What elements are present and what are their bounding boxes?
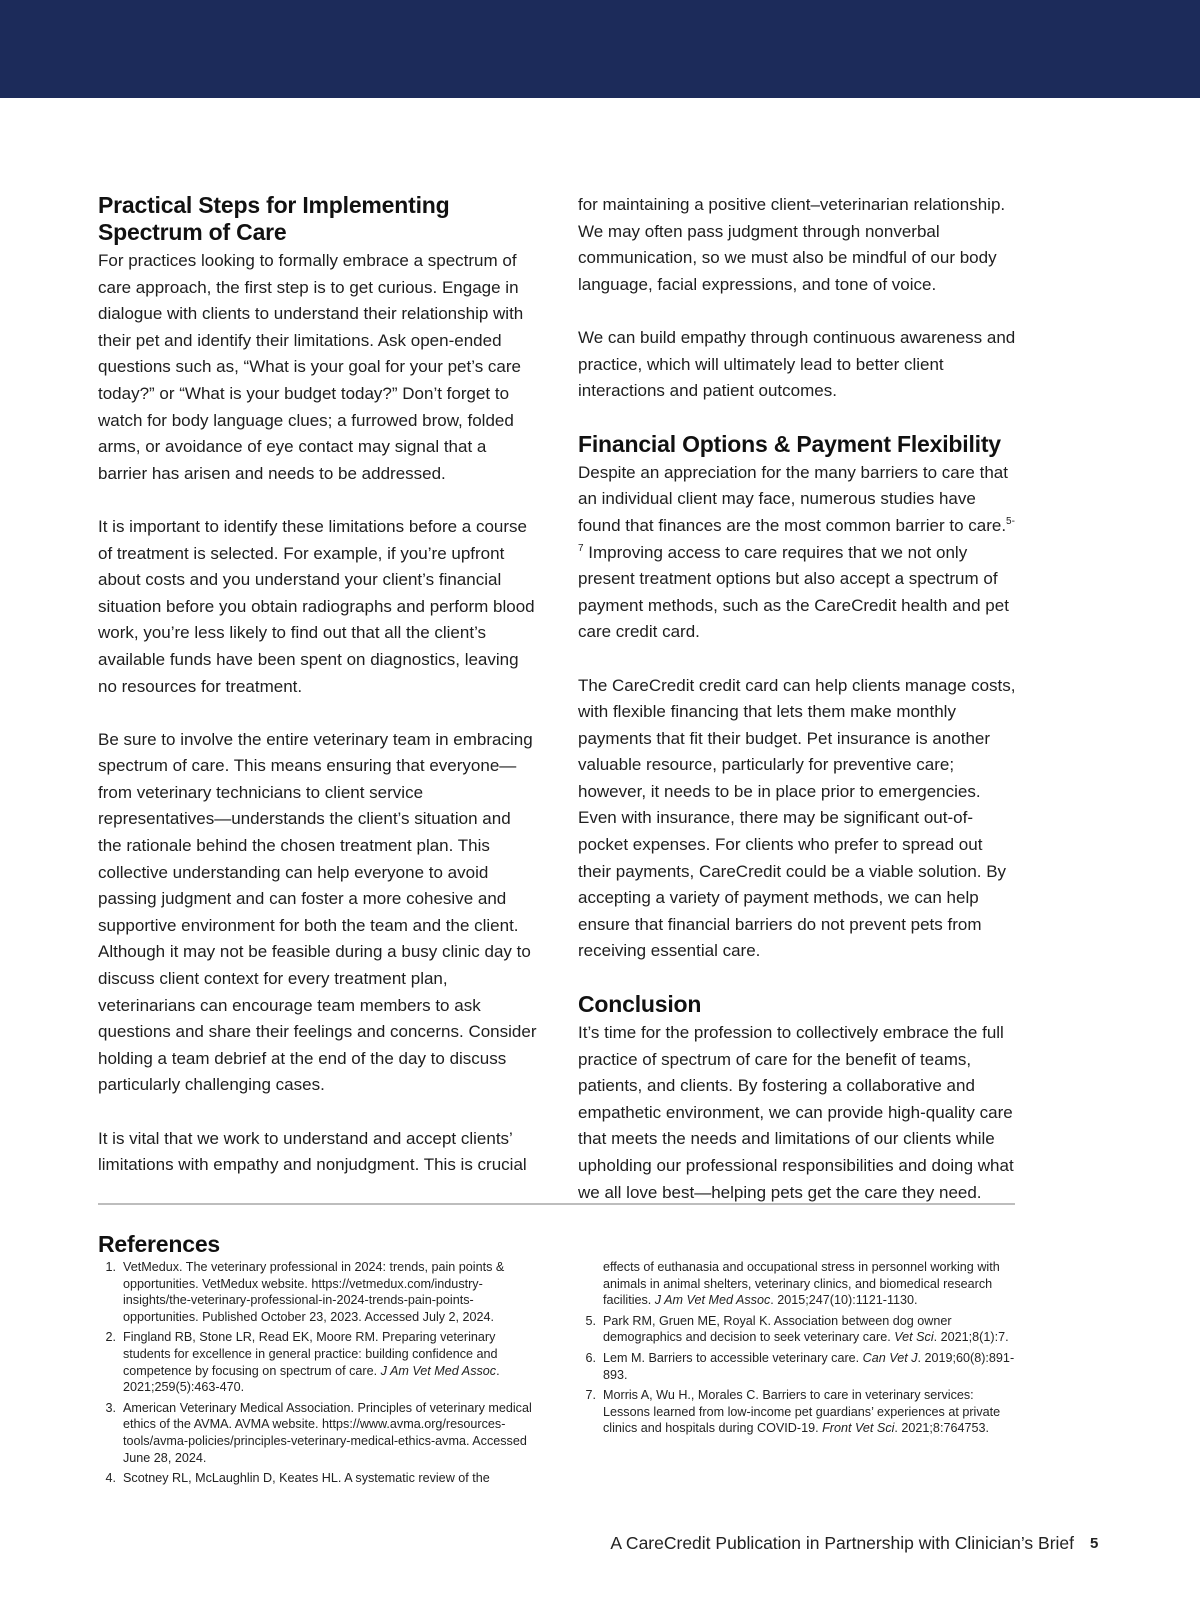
references-heading: References bbox=[98, 1231, 221, 1257]
paragraph: For practices looking to formally embrace a spectrum of care approach, the first step is to get curious. Engage in dialogue with clients to understand their relationship with their pet and identify their limitations. Ask open-ended questions such as, “What is your goal for your pet’s care today?” or “What is your budget today?” Don’t forget to watch for body language clues; a furrowed brow, folded arms, or avoidance of eye contact may signal that a barrier has arisen and needs to be addressed. bbox=[98, 251, 524, 483]
reference-item: 5. Park RM, Gruen ME, Royal K. Association between dog owner demographics and decision to seek veterinary care. Vet Sci. 2021;8(1):7. bbox=[585, 1313, 1009, 1345]
reference-item: 7. Morris A, Wu H., Morales C. Barriers to care in veterinary services: Lessons learned from low-income pet guardians’ experiences at private clinics and hospitals during COVID-19. Front Vet Sci. 2021;8:764753. bbox=[585, 1388, 1001, 1436]
references-list-left bbox=[98, 1259, 538, 1491]
references-list-right bbox=[578, 1259, 1018, 1441]
divider bbox=[98, 1203, 1015, 1205]
reference-item: 6. Lem M. Barriers to accessible veterinary care. Can Vet J. 2019;60(8):891-893. bbox=[585, 1350, 1015, 1382]
paragraph: Be sure to involve the entire veterinary team in embracing spectrum of care. This means ensuring that everyone—from veterinary technicians to client service representatives—understands the client’s situation and the rationale behind the chosen treatment plan. This collective understanding can help everyone to avoid passing judgment and can foster a more cohesive and supportive environment for both the team and the client. Although it may not be feasible during a busy clinic day to discuss client context for every treatment plan, veterinarians can encourage team members to ask questions and share their feelings and concerns. Consider holding a team debrief at the end of the day to discuss particularly challenging cases. bbox=[98, 729, 537, 1095]
section-heading-conclusion: Conclusion bbox=[578, 991, 702, 1018]
reference-item: 3. American Veterinary Medical Association. Principles of veterinary medical ethics of the AVMA. AVMA website. https://www.avma.org/resources-tools/avma-policies/principles-veterinary-medical-ethics-avma. Accessed June 28, 2024. bbox=[105, 1400, 532, 1465]
reference-item-continued: effects of euthanasia and occupational stress in personnel working with animals in animal shelters, veterinary clinics, and biomedical research facilities. J Am Vet Med Assoc. 2015;247(10):1121-1130. bbox=[603, 1260, 1000, 1308]
paragraph: It is important to identify these limitations before a course of treatment is selected. For example, if you’re upfront about costs and you understand your client’s financial situation before you obtain radiographs and perform blood work, you’re less likely to find out that all the client’s available funds have been spent on diagnostics, leaving no resources for treatment. bbox=[98, 516, 535, 696]
paragraph: Despite an appreciation for the many barriers to care that an individual client may face, numerous studies have found that finances are the most common barrier to care.$^{5-7}$ Improving access to care requires that we not only present treatment options but also accept a spectrum of payment methods, such as the CareCredit health and pet care credit card. bbox=[578, 462, 1015, 642]
header-band bbox=[0, 0, 1200, 98]
paragraph: The CareCredit credit card can help clients manage costs, with flexible financing that lets them make monthly payments that fit their budget. Pet insurance is another valuable resource, particularly for preventive care; however, it needs to be in place prior to emergencies. Even with insurance, there may be significant out-of-pocket expenses. For clients who prefer to spread out their payments, CareCredit could be a viable solution. By accepting a variety of payment methods, we can help ensure that financial barriers do not prevent pets from receiving essential care. bbox=[578, 675, 1016, 961]
left-column bbox=[98, 192, 538, 1179]
paragraph: It is vital that we work to understand and accept clients’ limitations with empathy and nonjudgment. This is crucial bbox=[98, 1128, 527, 1175]
citation-superscript: 5-7 bbox=[578, 515, 1015, 554]
section-heading-practical-steps: Practical Steps for Implementing Spectrum of Care bbox=[98, 192, 450, 245]
reference-item: 1. VetMedux. The veterinary professional in 2024: trends, pain points & opportunities. VetMedux website. https://vetmedux.com/industry-insights/the-veterinary-professional-in-2024-trends-pain-points-opportunities. Published October 23, 2023. Accessed July 2, 2024. bbox=[105, 1260, 505, 1324]
reference-item: 2. Fingland RB, Stone LR, Read EK, Moore RM. Preparing veterinary students for excellence in general practice: building confidence and competence by focusing on spectrum of care. J Am Vet Med Assoc. 2021;259(5):463-470. bbox=[105, 1330, 500, 1395]
right-column bbox=[578, 192, 1018, 1206]
page-number: 5 bbox=[1090, 1535, 1099, 1552]
section-heading-financial-options: Financial Options & Payment Flexibility bbox=[578, 430, 1001, 457]
paragraph: for maintaining a positive client–veterinarian relationship. We may often pass judgment through nonverbal communication, so we must also be mindful of our body language, facial expressions, and tone of voice. bbox=[578, 195, 1006, 294]
reference-item: 4. Scotney RL, McLaughlin D, Keates HL. A systematic review of the bbox=[105, 1471, 490, 1486]
paragraph: It’s time for the profession to collectively embrace the full practice of spectrum of care for the benefit of teams, patients, and clients. By fostering a collaborative and empathetic environment, we can provide high-quality care that meets the needs and limitations of our clients while upholding our professional responsibilities and doing what we all love best—helping pets get the care they need. bbox=[578, 1023, 1014, 1202]
paragraph: We can build empathy through continuous awareness and practice, which will ultimately lead to better client interactions and patient outcomes. bbox=[578, 327, 1016, 401]
footer-publication-line: A CareCredit Publication in Partnership with Clinician’s Brief bbox=[610, 1533, 1074, 1553]
